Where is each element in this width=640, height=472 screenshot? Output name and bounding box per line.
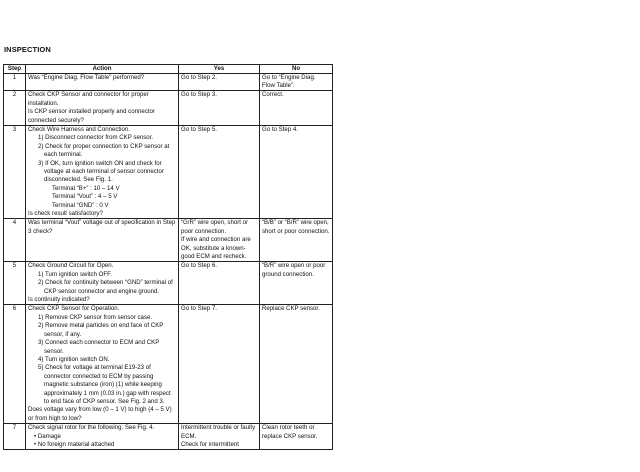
action-text: Check CKP Sensor for Operation. bbox=[28, 305, 120, 313]
action-text: Was terminal “Vout” voltage out of specification in Step 3 check? bbox=[28, 219, 176, 235]
yes-text: Go to Step 2. bbox=[181, 73, 217, 81]
table-row bbox=[4, 424, 333, 450]
table-row bbox=[4, 73, 333, 91]
action-substep: 3) Connect each connector to ECM and CKP sensor. bbox=[38, 339, 160, 355]
yes-text: Go to Step 5. bbox=[181, 125, 217, 133]
inspection-table bbox=[3, 64, 333, 450]
no-text: Correct. bbox=[262, 91, 284, 99]
yes-text: Go to Step 7. bbox=[181, 305, 217, 313]
section-heading: INSPECTION bbox=[4, 45, 51, 54]
step-number: 1 bbox=[4, 73, 26, 91]
yes-cell bbox=[179, 219, 260, 262]
action-question: Does voltage vary from low (0 – 1 V) to high (4 – 5 V) or from high to low? bbox=[28, 406, 172, 422]
action-cell bbox=[26, 73, 179, 91]
no-cell bbox=[260, 424, 333, 450]
yes-text: Go to Step 6. bbox=[181, 262, 217, 270]
action-substep: 3) If OK, turn ignition switch ON and check for voltage at each terminal of sensor connector disconnected. See Fig. 1. bbox=[38, 159, 164, 184]
no-text: Clean rotor teeth or replace CKP sensor. bbox=[262, 424, 318, 440]
action-text: Check CKP Sensor and connector for proper installation. bbox=[28, 91, 149, 107]
yes-cell bbox=[179, 91, 260, 126]
action-substep: 4) Turn ignition switch ON. bbox=[38, 355, 110, 363]
table-row bbox=[4, 262, 333, 305]
action-cell bbox=[26, 125, 179, 218]
step-number: 7 bbox=[4, 424, 26, 450]
action-bullet: • Damage bbox=[34, 432, 61, 440]
action-cell bbox=[26, 262, 179, 305]
action-substep: 1) Turn ignition switch OFF. bbox=[38, 270, 112, 278]
step-number: 6 bbox=[4, 305, 26, 424]
action-cell bbox=[26, 424, 179, 450]
no-text: Go to “Engine Diag. bbox=[262, 73, 316, 81]
action-text: Is CKP sensor installed properly and connector connected securely? bbox=[28, 108, 155, 124]
no-text: “B/R” wire open or poor ground connection. bbox=[262, 262, 326, 278]
no-cell bbox=[260, 73, 333, 91]
step-number: 5 bbox=[4, 262, 26, 305]
terminal-spec: Terminal “Vout” : 4 – 5 V bbox=[52, 193, 118, 201]
table-row bbox=[4, 91, 333, 126]
step-number: 4 bbox=[4, 219, 26, 262]
no-text: Go to Step 4. bbox=[262, 125, 298, 133]
yes-text: Intermittent trouble or faulty ECM. bbox=[181, 424, 256, 440]
no-cell bbox=[260, 262, 333, 305]
action-question: Is check result satisfactory? bbox=[28, 210, 103, 217]
action-substep: 2) Check for proper connection to CKP sensor at each terminal. bbox=[38, 142, 170, 159]
yes-text: “G/R” wire open, short or poor connection. bbox=[181, 219, 249, 235]
yes-text: Go to Step 3. bbox=[181, 91, 217, 99]
table-row bbox=[4, 305, 333, 424]
action-text: Check Wire Harness and Connection. bbox=[28, 125, 130, 133]
table-header-row bbox=[4, 65, 333, 74]
action-text: Check Ground Circuit for Open. bbox=[28, 262, 114, 270]
column-header-no: No bbox=[260, 65, 333, 74]
no-cell bbox=[260, 125, 333, 218]
no-cell bbox=[260, 91, 333, 126]
action-substep: 2) Remove metal particles on end face of CKP sensor, if any. bbox=[38, 322, 164, 338]
terminal-spec: Terminal “B+” : 10 – 14 V bbox=[52, 184, 120, 192]
yes-cell bbox=[179, 125, 260, 218]
yes-cell bbox=[179, 262, 260, 305]
action-substep: 1) Remove CKP sensor from sensor case. bbox=[38, 313, 153, 321]
no-cell bbox=[260, 305, 333, 424]
action-text: Check signal rotor for the following. See Fig. 4. bbox=[28, 424, 155, 432]
column-header-step: Step bbox=[4, 65, 26, 74]
no-text: Flow Table”. bbox=[262, 81, 295, 89]
column-header-action: Action bbox=[26, 65, 179, 74]
action-text: Was “Engine Diag. Flow Table” performed? bbox=[28, 73, 145, 81]
action-cell bbox=[26, 219, 179, 262]
action-substep: 5) Check for voltage at terminal E19-23 of connector connected to ECM by passing magnetic substance (iron) (1) while keeping approximately 1 mm (0.03 in.) gap with respect to end face of CKP sensor. See Fig. 2 and 3. bbox=[38, 364, 171, 405]
yes-text: Check for intermittent bbox=[181, 440, 239, 448]
action-substep: 1) Disconnect connector from CKP sensor. bbox=[38, 134, 154, 142]
table-row bbox=[4, 219, 333, 262]
terminal-spec: Terminal “GND” : 0 V bbox=[52, 201, 109, 209]
step-number: 3 bbox=[4, 125, 26, 218]
yes-cell bbox=[179, 305, 260, 424]
table-row bbox=[4, 125, 333, 218]
no-cell bbox=[260, 219, 333, 262]
yes-cell bbox=[179, 73, 260, 91]
action-substep: 2) Check for continuity between “GND” terminal of CKP sensor connector and engine ground. bbox=[38, 279, 173, 295]
yes-text: If wire and connection are OK, substitute a known-good ECM and recheck. bbox=[181, 236, 251, 261]
action-question: Is continuity indicated? bbox=[28, 296, 90, 304]
step-number: 2 bbox=[4, 91, 26, 126]
yes-cell bbox=[179, 424, 260, 450]
action-bullet: • No foreign material attached bbox=[34, 440, 115, 448]
column-header-yes: Yes bbox=[179, 65, 260, 74]
action-cell bbox=[26, 305, 179, 424]
no-text: “B/B” or “B/R” wire open, short or poor connection. bbox=[262, 219, 330, 235]
no-text: Replace CKP sensor. bbox=[262, 305, 320, 313]
action-cell bbox=[26, 91, 179, 126]
